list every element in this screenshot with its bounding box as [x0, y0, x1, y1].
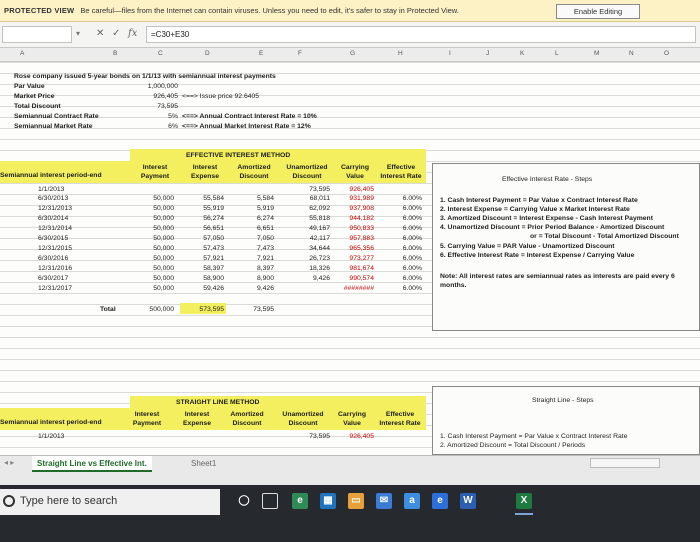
eim-cell-amortized: 5,584: [256, 195, 274, 202]
column-header-j[interactable]: J: [486, 50, 490, 57]
eim-cell-unamortized: 26,723: [309, 255, 330, 262]
bond-description: Rose company issued 5-year bonds on 1/1/13 with semiannual interest payments: [14, 73, 276, 80]
eim-cell-expense: 55,584: [203, 195, 224, 202]
taskbar-search-box[interactable]: [0, 489, 220, 515]
search-placeholder: Type here to search: [20, 495, 118, 507]
column-header-o[interactable]: O: [664, 50, 670, 57]
step-3: 3. Amortized Discount = Interest Expense - Cash Interest Payment: [440, 215, 653, 222]
eim-cell-unamortized: 42,117: [309, 235, 330, 242]
steps-note: Note: All interest rates are semiannual rates as interests are paid every 6: [440, 273, 675, 280]
step-6: 6. Effective Interest Rate = Interest Expense / Carrying Value: [440, 252, 635, 259]
eim-cell-payment: 50,000: [153, 225, 174, 232]
eim-cell-rate: 6.00%: [402, 275, 422, 282]
eim-cell-date: 6/30/2016: [38, 255, 69, 262]
eim-cell-carrying: 957,883: [349, 235, 374, 242]
formula-bar: [0, 22, 700, 48]
sheet-nav-icon[interactable]: ◂ ▸: [4, 458, 15, 467]
sl-col-payment-1: Interest: [134, 411, 160, 418]
sheet-tab-straight-line[interactable]: Straight Line vs Effective Int.: [32, 456, 152, 472]
eim-cell-date: 6/30/2013: [38, 195, 69, 202]
search-icon: [3, 495, 15, 507]
eim-cell-payment: 50,000: [153, 235, 174, 242]
step-4-alt: or = Total Discount - Total Amortized Discount: [530, 233, 679, 240]
eim-cell-rate: 6.00%: [402, 265, 422, 272]
step-2: 2. Interest Expense = Carrying Value x Market Interest Rate: [440, 206, 630, 213]
protected-view-bar: [0, 0, 700, 22]
sl-first-date: 1/1/2013: [38, 433, 65, 440]
eim-col-payment-1: Interest: [142, 164, 168, 171]
horizontal-scrollbar[interactable]: [590, 458, 660, 468]
eim-cell-expense: 59,426: [203, 285, 224, 292]
eim-cell-expense: 55,919: [203, 205, 224, 212]
eim-cell-expense: 57,050: [203, 235, 224, 242]
step-5: 5. Carrying Value = PAR Value - Unamortized Discount: [440, 243, 615, 250]
step-1: 1. Cash Interest Payment = Par Value x Contract Interest Rate: [440, 197, 638, 204]
market-rate-note: <==> Annual Market Interest Rate = 12%: [182, 123, 311, 130]
column-header-h[interactable]: H: [398, 50, 403, 57]
column-header-n[interactable]: N: [629, 50, 634, 57]
eim-cell-payment: 50,000: [153, 215, 174, 222]
eim-cell-amortized: 6,274: [256, 215, 274, 222]
eim-col-expense-1: Interest: [192, 164, 218, 171]
eim-cell-date: 12/31/2013: [38, 205, 73, 212]
sl-col-unamortized-2: Discount: [288, 420, 318, 427]
edge-legacy-icon[interactable]: e: [292, 493, 308, 509]
sl-col-carrying-1: Carrying: [338, 411, 366, 418]
sl-first-carrying: 926,405: [349, 433, 374, 440]
eim-cell-date: 12/31/2016: [38, 265, 73, 272]
sheet-tab-sheet1[interactable]: Sheet1: [191, 459, 217, 468]
sl-col-amortized-1: Amortized: [230, 411, 264, 418]
market-price-label: Market Price: [14, 93, 55, 100]
eim-cell-unamortized: 62,092: [309, 205, 330, 212]
eim-cell-expense: 58,397: [203, 265, 224, 272]
eim-cell-unamortized: 9,426: [312, 275, 330, 282]
eim-cell-unamortized: 55,818: [309, 215, 330, 222]
total-discount-label: Total Discount: [14, 103, 61, 110]
eim-cell-carrying: 931,989: [349, 195, 374, 202]
eim-cell-carrying: 973,277: [349, 255, 374, 262]
eim-col-amortized-2: Discount: [239, 173, 269, 180]
eim-cell-carrying: 950,833: [349, 225, 374, 232]
eim-cell-rate: 6.00%: [402, 285, 422, 292]
file-explorer-icon[interactable]: ▭: [348, 493, 364, 509]
eim-col-carrying-2: Value: [346, 173, 364, 180]
eim-cell-expense: 57,921: [203, 255, 224, 262]
eim-first-unamortized: 73,595: [309, 186, 330, 193]
total-discount: 73,595: [157, 103, 178, 110]
windows-taskbar: [0, 485, 700, 542]
excel-active-indicator: [515, 513, 533, 515]
eim-cell-payment: 50,000: [153, 205, 174, 212]
column-header-l[interactable]: L: [555, 50, 559, 57]
eim-col-rate-2: Interest Rate: [380, 173, 422, 180]
sl-col-carrying-2: Value: [343, 420, 361, 427]
step-4: 4. Unamortized Discount = Prior Period Balance - Amortized Discount: [440, 224, 665, 231]
sl-col-payment-2: Payment: [132, 420, 162, 427]
eim-cell-carrying: 981,674: [349, 265, 374, 272]
protected-view-message: Be careful—files from the Internet can contain viruses. Unless you need to edit, it's safer to stay in Protected View.: [80, 6, 459, 15]
name-box[interactable]: [2, 26, 72, 43]
sl-title: STRAIGHT LINE METHOD: [176, 399, 260, 406]
eim-col-carrying-1: Carrying: [341, 164, 369, 171]
issue-price-note: <==> Issue price 92.6405: [182, 93, 260, 100]
formula-input[interactable]: =C30+E30: [146, 26, 696, 43]
eim-col-amortized-1: Amortized: [237, 164, 271, 171]
sheet-tab-bar: [0, 455, 700, 485]
eim-cell-carrying: 944,182: [349, 215, 374, 222]
eim-cell-date: 6/30/2017: [38, 275, 69, 282]
eim-cell-carrying: ########: [343, 285, 374, 292]
eim-cell-rate: 6.00%: [402, 195, 422, 202]
excel-icon[interactable]: X: [516, 493, 532, 509]
eim-first-date: 1/1/2013: [38, 186, 65, 193]
eim-cell-rate: 6.00%: [402, 225, 422, 232]
eim-cell-rate: 6.00%: [402, 205, 422, 212]
eim-cell-payment: 50,000: [153, 245, 174, 252]
enter-icon[interactable]: ✓: [112, 28, 121, 39]
eim-cell-carrying: 965,356: [349, 245, 374, 252]
market-price: 926,405: [153, 93, 178, 100]
eim-cell-carrying: 937,908: [349, 205, 374, 212]
protected-view-title: PROTECTED VIEW: [4, 6, 75, 15]
cortana-icon[interactable]: ◯: [238, 495, 250, 506]
column-header-i[interactable]: I: [449, 50, 451, 57]
steps-note-2: months.: [440, 282, 467, 289]
par-value: 1,000,000: [147, 83, 178, 90]
eim-cell-amortized: 5,919: [256, 205, 274, 212]
eim-cell-unamortized: 18,326: [309, 265, 330, 272]
eim-cell-unamortized: 68,011: [309, 195, 330, 202]
column-header-k[interactable]: K: [520, 50, 525, 57]
eim-cell-payment: 50,000: [153, 195, 174, 202]
enable-editing-button[interactable]: Enable Editing: [556, 4, 640, 19]
eim-cell-date: 6/30/2015: [38, 235, 69, 242]
mail-icon[interactable]: ✉: [376, 493, 392, 509]
name-box-dropdown-icon[interactable]: ▾: [76, 29, 81, 38]
eim-cell-payment: 50,000: [153, 275, 174, 282]
column-header-c[interactable]: C: [158, 50, 163, 57]
eim-total-payment: 500,000: [149, 306, 174, 313]
sl-step-1: 1. Cash Interest Payment = Par Value x Contract Interest Rate: [440, 433, 628, 440]
eim-cell-amortized: 8,900: [256, 275, 274, 282]
contract-rate-label: Semiannual Contract Rate: [14, 113, 99, 120]
sl-first-unamortized: 73,595: [309, 433, 330, 440]
eim-cell-date: 12/31/2015: [38, 245, 73, 252]
task-view-icon[interactable]: [262, 493, 278, 509]
column-header-d[interactable]: D: [205, 50, 210, 57]
eim-cell-date: 6/30/2014: [38, 215, 69, 222]
eim-cell-rate: 6.00%: [402, 255, 422, 262]
market-rate: 6%: [168, 123, 178, 130]
eim-cell-expense: 56,274: [203, 215, 224, 222]
eim-cell-date: 12/31/2017: [38, 285, 73, 292]
eim-first-carrying: 926,405: [349, 186, 374, 193]
word-icon[interactable]: W: [460, 493, 476, 509]
eim-cell-payment: 50,000: [153, 285, 174, 292]
eim-total-amortized: 73,595: [253, 306, 274, 313]
eim-cell-amortized: 9,426: [256, 285, 274, 292]
eim-cell-unamortized: 49,167: [309, 225, 330, 232]
column-header-a[interactable]: A: [20, 50, 25, 57]
eim-cell-carrying: 990,574: [349, 275, 374, 282]
eim-cell-rate: 6.00%: [402, 235, 422, 242]
par-value-label: Par Value: [14, 83, 45, 90]
worksheet-grid[interactable]: [0, 62, 700, 455]
column-header-b[interactable]: B: [113, 50, 118, 57]
eim-cell-rate: 6.00%: [402, 215, 422, 222]
column-header-e[interactable]: E: [259, 50, 264, 57]
eim-cell-amortized: 7,473: [256, 245, 274, 252]
sl-col-amortized-2: Discount: [232, 420, 262, 427]
internet-explorer-icon[interactable]: e: [432, 493, 448, 509]
eim-col-payment-2: Payment: [140, 173, 170, 180]
contract-rate-note: <==> Annual Contract Interest Rate = 10%: [182, 113, 317, 120]
eim-cell-expense: 56,651: [203, 225, 224, 232]
eim-cell-date: 12/31/2014: [38, 225, 73, 232]
eim-cell-expense: 57,473: [203, 245, 224, 252]
sl-col-unamortized-1: Unamortized: [282, 411, 324, 418]
column-header-g[interactable]: G: [350, 50, 356, 57]
sl-col-expense-1: Interest: [184, 411, 210, 418]
column-header-f[interactable]: F: [298, 50, 302, 57]
eim-cell-amortized: 8,397: [256, 265, 274, 272]
sl-step-2: 2. Amortized Discount = Total Discount / Periods: [440, 442, 586, 449]
eim-col-expense-2: Expense: [191, 173, 219, 180]
eim-cell-rate: 6.00%: [402, 245, 422, 252]
market-rate-label: Semiannual Market Rate: [14, 123, 93, 130]
eim-cell-amortized: 7,050: [256, 235, 274, 242]
store-icon[interactable]: ▦: [320, 493, 336, 509]
eim-title: EFFECTIVE INTEREST METHOD: [186, 152, 291, 159]
contract-rate: 5%: [168, 113, 178, 120]
eim-total-expense: 573,595: [199, 306, 224, 313]
sl-title-band: [130, 396, 426, 408]
eim-col-unamortized-2: Discount: [292, 173, 322, 180]
column-headers: [0, 48, 700, 62]
eim-col-unamortized-1: Unamortized: [286, 164, 328, 171]
eim-col-period: Semiannual interest period-end: [0, 172, 102, 179]
eim-cell-expense: 58,900: [203, 275, 224, 282]
column-header-m[interactable]: M: [594, 50, 600, 57]
sl-col-rate-1: Effective: [385, 411, 415, 418]
cancel-icon[interactable]: ✕: [96, 28, 105, 39]
eim-cell-amortized: 7,921: [256, 255, 274, 262]
steps-title: Effective Interest Rate - Steps: [502, 176, 593, 183]
sl-col-expense-2: Expense: [183, 420, 211, 427]
eim-cell-unamortized: 34,644: [309, 245, 330, 252]
edge-icon[interactable]: a: [404, 493, 420, 509]
insert-function-icon[interactable]: fx: [128, 28, 138, 39]
eim-cell-payment: 50,000: [153, 265, 174, 272]
sl-col-period: Semiannual interest period-end: [0, 419, 102, 426]
eim-cell-payment: 50,000: [153, 255, 174, 262]
eim-cell-amortized: 6,651: [256, 225, 274, 232]
sl-steps-title: Straight Line - Steps: [532, 397, 594, 404]
sl-col-rate-2: Interest Rate: [379, 420, 421, 427]
eim-col-rate-1: Effective: [386, 164, 416, 171]
eim-total-label: Total: [100, 306, 116, 313]
